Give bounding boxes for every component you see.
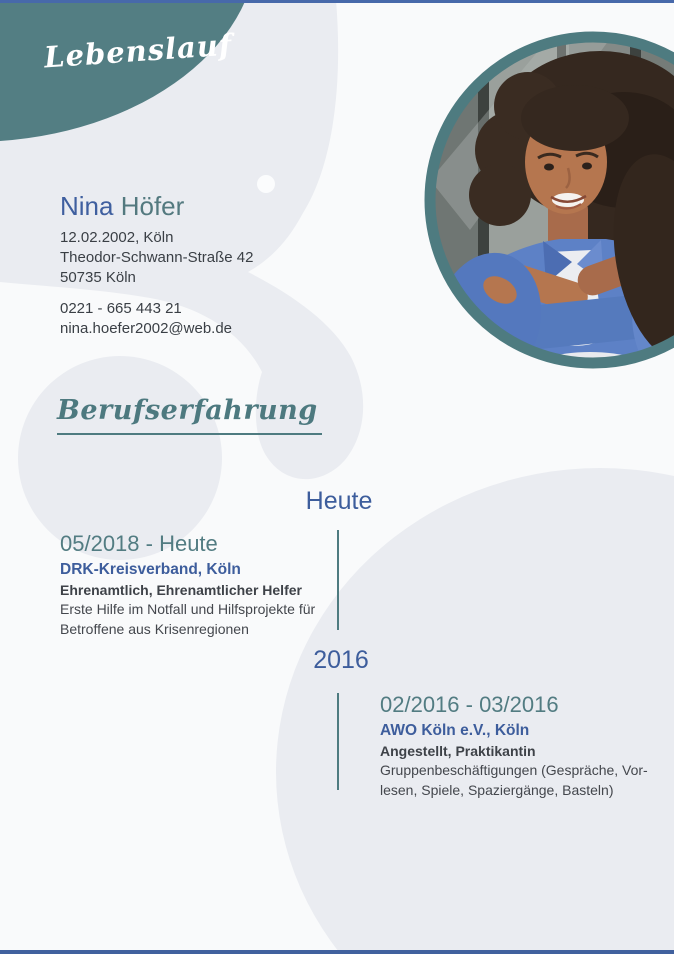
timeline-marker-2016: 2016 xyxy=(313,646,369,674)
entry-period: 02/2016 - 03/2016 xyxy=(380,692,559,717)
experience-entry-2 xyxy=(380,692,674,799)
entry-role: Ehrenamtlich, Ehrenamtlicher Helfer xyxy=(60,582,302,598)
city-line: 50735 Köln xyxy=(60,269,136,286)
person-name xyxy=(60,191,184,221)
entry-description-line2: Betroffene aus Krisenregionen xyxy=(60,620,249,637)
background-dot xyxy=(257,175,275,193)
entry-organization: AWO Köln e.V., Köln xyxy=(380,722,530,739)
document-title: Lebenslauf xyxy=(43,27,234,75)
contact-gap xyxy=(60,288,253,299)
first-name: Nina xyxy=(60,191,121,221)
timeline-line-2 xyxy=(337,693,339,790)
phone-line: 0221 - 665 443 21 xyxy=(60,300,182,317)
email-line: nina.hoefer2002@web.de xyxy=(60,320,233,337)
bottom-accent-bar xyxy=(0,950,674,954)
entry-description-line1: Erste Hilfe im Notfall und Hilfsprojekte für xyxy=(60,601,316,617)
entry-description-line2: lesen, Spiele, Spaziergänge, Basteln) xyxy=(380,781,614,798)
entry-role: Angestellt, Praktikantin xyxy=(380,743,536,759)
section-heading-berufserfahrung: Berufserfahrung xyxy=(57,395,322,435)
top-accent-bar xyxy=(0,0,674,3)
entry-period: 05/2018 - Heute xyxy=(60,531,218,556)
entry-organization: DRK-Kreisverband, Köln xyxy=(60,561,241,578)
contact-block xyxy=(60,228,253,339)
timeline-marker-heute: Heute xyxy=(305,487,373,515)
experience-entry-1 xyxy=(60,531,360,638)
background-circle-left xyxy=(18,356,222,560)
street-line: Theodor-Schwann-Straße 42 xyxy=(60,249,254,266)
portrait-photo xyxy=(420,25,674,407)
entry-description-line1: Gruppenbeschäftigungen (Gespräche, Vor- xyxy=(380,762,648,778)
birth-line: 12.02.2002, Köln xyxy=(60,229,174,246)
last-name: Höfer xyxy=(120,191,185,221)
